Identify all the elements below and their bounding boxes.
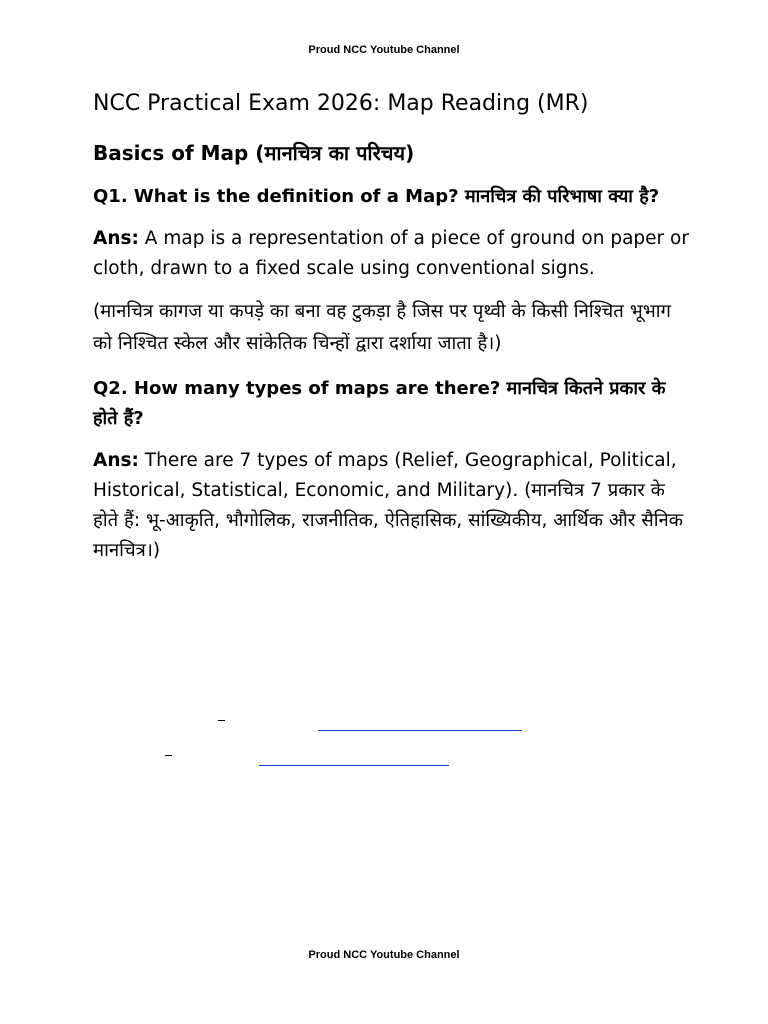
dash-mark: [218, 720, 225, 721]
page-footer: Proud NCC Youtube Channel: [308, 949, 460, 961]
answer-2-text: There are 7 types of maps (Relief, Geographical, Political, Historical, Statistical, Economic, and Military). (मानचित्र 7 प्रकार के होते हैं: भू-आकृति, भौगोलिक, राजनीतिक, ऐतिहासिक, सांख्यिकीय, आर्थिक और सैनिक मानचित्र।): [93, 450, 683, 561]
page-header: Proud NCC Youtube Channel: [308, 44, 460, 56]
section-heading: Basics of Map (मानचित्र का परिचय): [93, 141, 415, 165]
answer-label: Ans:: [93, 228, 139, 249]
hyperlink-underline[interactable]: [318, 730, 522, 731]
answer-1: [93, 224, 693, 284]
answer-label: Ans:: [93, 450, 139, 471]
document-body: [93, 88, 693, 566]
answer-1-hindi: (मानचित्र कागज या कपड़े का बना वह टुकड़ा है जिस पर पृथ्वी के किसी निश्चित भूभाग को निश्चित स्केल और सांकेतिक चिन्हों द्वारा दर्शाया जाता है।): [93, 301, 671, 354]
question-2: Q2. How many types of maps are there? मानचित्र कितने प्रकार के होते हैं?: [93, 378, 666, 429]
answer-2: [93, 446, 693, 566]
hyperlink-underline[interactable]: [259, 765, 449, 766]
document-title: NCC Practical Exam 2026: Map Reading (MR): [93, 91, 589, 116]
dash-mark: [165, 755, 172, 756]
question-1: Q1. What is the definition of a Map? मानचित्र की परिभाषा क्या है?: [93, 186, 660, 207]
link-row-1[interactable]: [0, 720, 768, 734]
link-row-2[interactable]: [0, 755, 768, 769]
answer-1-text: A map is a representation of a piece of ground on paper or cloth, drawn to a fixed scale using conventional signs.: [93, 228, 689, 279]
